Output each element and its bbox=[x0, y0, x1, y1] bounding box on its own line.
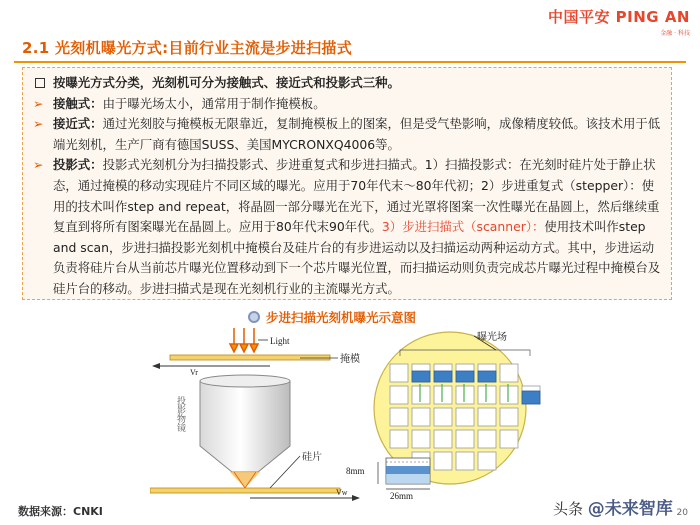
watermark-handle: @未来智库 bbox=[587, 499, 673, 519]
watermark-prefix: 头条 bbox=[553, 500, 584, 518]
mask-label: 掩模 bbox=[340, 354, 360, 365]
bullet-body: 投影式光刻机分为扫描投影式、步进重复式和步进扫描式。1）扫描投影式：在光刻时硅片处于静止状态，通过掩模的移动实现硅片不同区域的曝光。应用于70年代末～80年代初；2）步进重复式（stepper）：使用的技术叫作step and repeat，将晶圆一部分曝光在光下，通过光罩将图案一次性曝光在晶圆上，然后继续重复直到将所有图案曝光在晶圆上。应用于80年代末90年代。 bbox=[53, 157, 660, 235]
bullet-body-end: 使用技术叫作step and scan，步进扫描投影光刻机中掩模台及硅片台的有步进运动以及扫描运动两种运动方式。其中，步进运动负责将硅片台从当前芯片曝光位置移动到下一个芯片曝光位置，而扫描运动则负责完成芯片曝光过程中掩模台及硅片台的移动。步进扫描式是现在光刻机行业的主流曝光方式。 bbox=[53, 219, 661, 296]
logo-sub-text: 金融 · 科技 bbox=[660, 30, 690, 37]
bullet-projection bbox=[33, 155, 661, 299]
bullet-contact bbox=[33, 94, 661, 115]
scanner-diagram bbox=[150, 326, 560, 502]
bullet-head: 接近式： bbox=[53, 116, 103, 132]
logo bbox=[548, 6, 690, 37]
vr-label: Vr bbox=[190, 368, 198, 377]
bullet-head: 接触式： bbox=[53, 95, 103, 111]
light-label: Light bbox=[270, 336, 290, 346]
wafer-label: 硅片 bbox=[302, 452, 322, 463]
title-divider bbox=[14, 61, 686, 63]
dim-26mm-label: 26mm bbox=[390, 491, 414, 501]
wafer-stage bbox=[150, 488, 340, 493]
content-box bbox=[22, 67, 672, 300]
logo-main-text: 中国平安 PING AN bbox=[547, 8, 690, 26]
figure-caption-text: 步进扫描光刻机曝光示意图 bbox=[266, 310, 417, 325]
caption-bullet-icon bbox=[248, 311, 260, 323]
bullet-highlight: 3）步进扫描式（scanner）： bbox=[381, 219, 545, 235]
bullet-body: 由于曝光场太小，通常用于制作掩模板。 bbox=[102, 95, 326, 111]
arrow-bullet-icon: ➢ bbox=[33, 157, 44, 173]
exposure-beam bbox=[230, 472, 260, 488]
bullet-head: 投影式： bbox=[53, 157, 103, 173]
arrow-bullet-icon: ➢ bbox=[33, 95, 44, 111]
bullet-summary bbox=[33, 73, 661, 94]
watermark bbox=[553, 494, 673, 519]
arrow-bullet-icon: ➢ bbox=[33, 116, 44, 132]
square-bullet-icon bbox=[35, 78, 45, 88]
page-number: 20 bbox=[676, 508, 688, 518]
light-arrows bbox=[230, 328, 258, 352]
figure-caption bbox=[248, 308, 416, 326]
data-source: 数据来源：CNKI bbox=[18, 505, 103, 518]
dim-8mm-label: 8mm bbox=[346, 466, 365, 476]
summary-text: 按曝光方式分类，光刻机可分为接触式、接近式和投影式三种。 bbox=[53, 75, 400, 90]
mask-plate bbox=[170, 355, 330, 360]
slide-title: 2.1 光刻机曝光方式:目前行业主流是步进扫描式 bbox=[22, 39, 352, 57]
bullet-proximity bbox=[33, 114, 661, 155]
lens-label: 投影物镜 bbox=[175, 396, 185, 432]
exposure-field-label: 曝光场 bbox=[477, 332, 507, 343]
bullet-body: 通过光刻胶与掩模板无限靠近，复制掩模板上的图案，但是受气垫影响，成像精度较低。该技术用于低端光刻机，生产厂商有德国SUSS、美国MYCRONXQ4006等。 bbox=[53, 116, 661, 152]
vw-label: Vw bbox=[336, 488, 348, 497]
lens-body bbox=[200, 381, 290, 472]
